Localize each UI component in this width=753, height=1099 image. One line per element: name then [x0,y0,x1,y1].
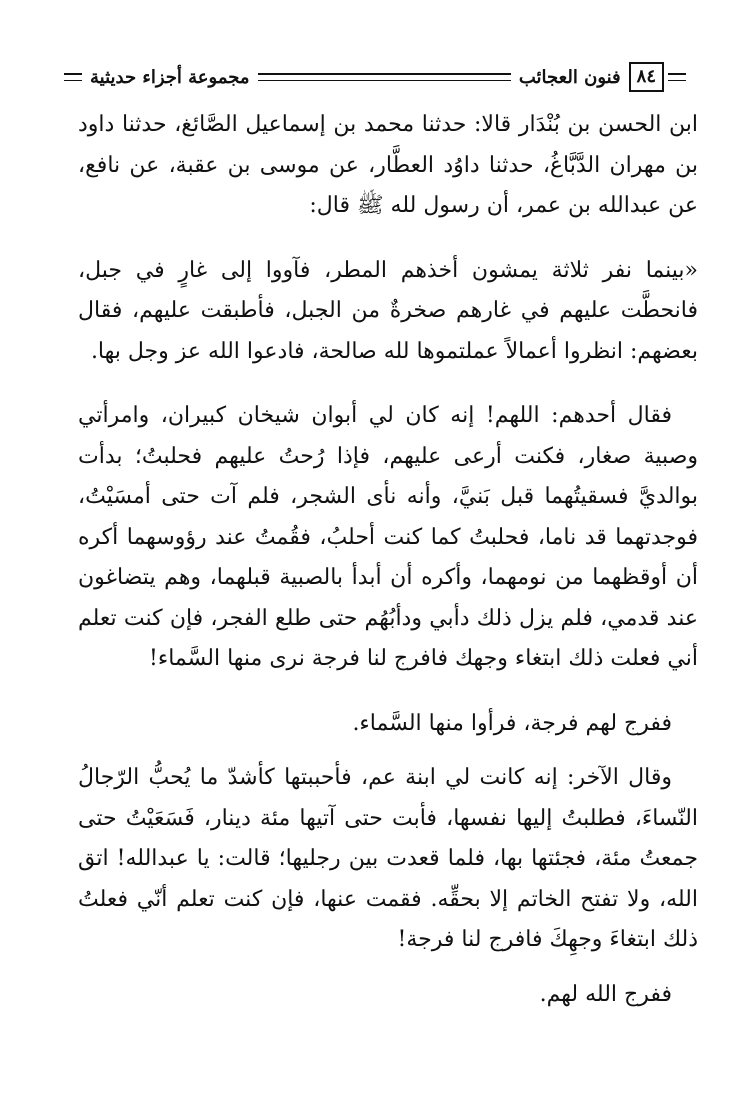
first-relief-paragraph: ففرج لهم فرجة، فرأوا منها السَّماء. [352,710,672,736]
second-man-paragraph: وقال الآخر: إنه كانت لي ابنة عم، فأحببتها كأشدّ ما يُحبُّ الرّجالُ النّساءَ، فطلبتُ إليها نفسها، فأبت حتى آتيها مئة دينار، فَسَعَيْتُ حتى جمعتُ مئة، فجئتها بها، فلما قعدت بين رجليها؛ قالت: يا عبدالله! اتق الله، ولا تفتح الخاتم إلا بحقِّه. فقمت عنها، فإن كنت تعلم أنّي فعلتُ ذلك ابتغاءَ وجهِكَ فافرج لنا فرجة! [78,765,698,952]
series-title: مجموعة أجزاء حديثية [90,66,250,88]
header-rule-right [668,73,686,81]
first-man-paragraph: فقال أحدهم: اللهم! إنه كان لي أبوان شيخان كبيران، وامرأتي وصبية صغار، فكنت أرعى عليهم، فإذا رُحتُ عليهم فحلبتُ؛ بدأت بوالديَّ فسقيتُهما قبل بَنيَّ، وأنه نأى الشجر، فلم آت حتى أمسَيْتُ، فوجدتهما قد ناما، فحلبتُ كما كنت أحلبُ، فقُمتُ عند رؤوسهما أكره أن أوقظهما من نومهما، وأكره أن أبدأ بالصبية قبلهما، وهم يتضاغون عند قدمي، فلم يزل ذلك دأبي ودأبُهُم حتى طلع الفجر، فإن كنت تعلم أني فعلت ذلك ابتغاء وجهك فافرج لنا فرجة نرى منها السَّماء! [78,403,698,671]
header-rule-left [64,73,82,81]
chapter-title: فنون العجائب [518,66,621,88]
page-body [78,105,698,1015]
hadith-opening-paragraph: «بينما نفر ثلاثة يمشون أخذهم المطر، فآووا إلى غارٍ في جبل، فانحطَّت عليهم في غارهم صخرةٌ من الجبل، فأطبقت عليهم، فقال بعضهم: انظروا أعمالاً عملتموها لله صالحة، فادعوا الله عز وجل بها. [78,257,698,364]
isnad-paragraph: ابن الحسن بن بُنْدَار قالا: حدثنا محمد بن إسماعيل الصَّائغ، حدثنا داود بن مهران الدَّبَّاغُ، حدثنا داوُد العطَّار، عن موسى بن عقبة، عن نافع، عن عبدالله بن عمر، أن رسول لله ﷺ قال: [78,112,698,218]
header-rule-middle [258,73,511,81]
page-number: ٨٤ [629,62,664,92]
running-header [60,60,690,94]
second-relief-paragraph: ففرج الله لهم. [539,981,672,1007]
